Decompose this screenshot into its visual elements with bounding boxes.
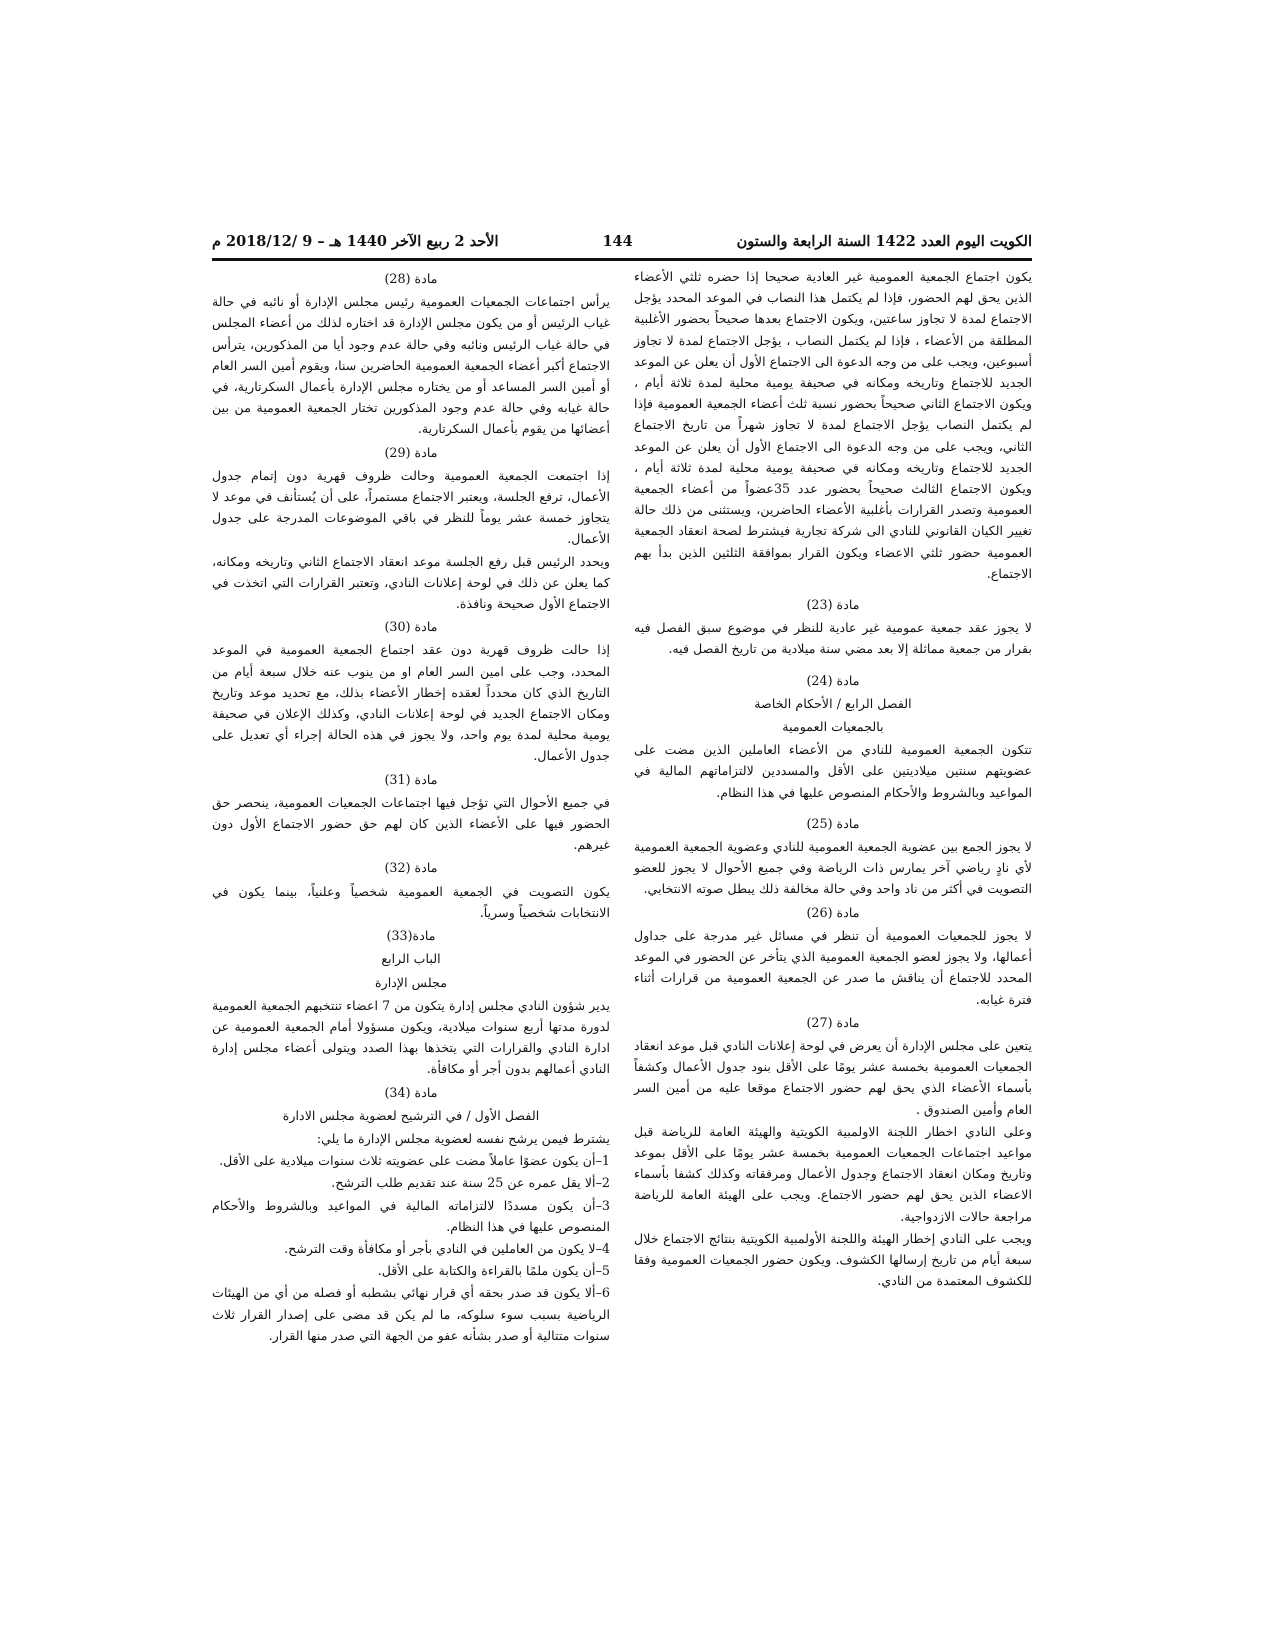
article-30-text: إذا حالت ظروف قهرية دون عقد اجتماع الجمعية العمومية في الموعد المحدد، وجب على امين السر العام او من ينوب عنه خلال سبعة أيام من التاريخ الذي كان محدداً لعقده إخطار الأعضاء بذلك، مع تحديد موعد وتاريخ ومكان الاجتماع الجديد في لوحة إعلانات النادي، وكذلك الإعلان في صحيفة يومية محلية لمدة يوم واحد، ولا يجوز في هذه الحالة إجراء أي تعديل على جدول الأعمال. <box>212 642 610 764</box>
part-4-title: الباب الرابع <box>381 951 441 967</box>
chapter-4-subtitle: بالجمعيات العمومية <box>782 719 884 735</box>
article-30-heading: مادة (30) <box>384 619 438 635</box>
article-33-heading: مادة(33) <box>386 928 436 944</box>
article-34-intro: يشترط فيمن يرشح نفسه لعضوية مجلس الإدارة ما يلي: <box>316 1130 610 1146</box>
article-31-heading: مادة (31) <box>384 771 438 787</box>
article-26-text: لا يجوز للجمعيات العمومية أن تنظر في مسائل غير مدرجة على جداول أعمالها، ولا يجوز لعضو الجمعية العمومية الذي يتأخر عن الحضور في الموعد المحدد للاجتماع أن يناقش ما صدر عن الجمعية العمومية من قرارات أثناء فترة غيابه. <box>634 927 1032 1007</box>
chapter-4-title: الفصل الرابع / الأحكام الخاصة <box>754 695 912 711</box>
condition-item: 6–ألا يكون قد صدر بحقه أي قرار نهائي بشطبه أو فصله من أي من الهيئات الرياضية بسبب سوء سلوكه، ما لم يكن قد مضى على إصدار القرار ثلاث سنوات متتالية أو صدر بشأنه عفو من الجهة التي صدر منها القرار. <box>212 1285 610 1343</box>
gazette-issue-info: الكويت اليوم العدد 1422 السنة الرابعة والستون <box>736 232 1032 250</box>
article-28-text: يرأس اجتماعات الجمعيات العمومية رئيس مجلس الإدارة أو نائبه في حالة غياب الرئيس أو من يكون مجلس الإدارة قد اختاره لذلك من أعضاء المجلس في حالة غياب الرئيس ونائبه وفي حالة عدم وجود أيا من المذكورين، يترأس الاجتماع أكبر أعضاء الجمعية العمومية الحاضرين سنا، ويقوم أمين السر العام أو أمين السر المساعد أو من يختاره مجلس الإدارة بأعمال السكرتارية، في حالة غيابه وفي حالة عدم وجود المذكورين تختار الجمعية العمومية من بين أعضائها من يقوم بأعمال السكرتارية. <box>212 294 610 437</box>
chapter-1-title: الفصل الأول / في الترشيح لعضوية مجلس الادارة <box>282 1107 540 1123</box>
article-27-text-3: ويجب على النادي إخطار الهيئة واللجنة الأولمبية الكويتية بنتائج الاجتماع خلال سبعة أيام من تاريخ إرسالها الكشوف. ويكون حضور الجمعيات العمومية وفقا للكشوف المعتمدة من النادي. <box>634 1230 1032 1289</box>
condition-item: 5–أن يكون ملمًا بالقراءة والكتابة على الأقل. <box>377 1263 610 1279</box>
article-32-heading: مادة (32) <box>384 860 438 876</box>
condition-item: 4–لا يكون من العاملين في النادي بأجر أو مكافأة وقت الترشح. <box>284 1240 610 1256</box>
condition-item: 2–ألا يقل عمره عن 25 سنة عند تقديم طلب الترشح. <box>331 1175 610 1191</box>
page-number: 144 <box>602 232 633 250</box>
article-23-heading: مادة (23) <box>806 597 860 613</box>
article-24-text: تتكون الجمعية العمومية للنادي من الأعضاء العاملين الذين مضت على عضويتهم سنتين ميلاديتين على الأقل والمسددين لالتزاماتهم المالية في المواعيد وبالشروط والأحكام المنصوص عليها في هذا النظام. <box>634 742 1032 800</box>
issue-date: الأحد 2 ربيع الآخر 1440 هـ – 9 /2018/12 م <box>212 232 499 250</box>
article-31-text: في جميع الأحوال التي تؤجل فيها اجتماعات الجمعيات العمومية، ينحصر حق الحضور فيها على الأعضاء الذين كان لهم حق حضور الاجتماع الأول دون غيرهم. <box>212 794 610 853</box>
condition-item: 1–أن يكون عضوًا عاملاً مضت على عضويته ثلاث سنوات ميلادية على الأقل. <box>219 1153 610 1169</box>
header-rule <box>212 258 1032 261</box>
article-23-text: لا يجوز عقد جمعية عمومية غير عادية للنظر في موضوع سبق الفصل فيه بقرار من جمعية مماثلة إلا بعد مضي سنة ميلادية من تاريخ الفصل فيه. <box>634 620 1032 657</box>
article-22-continued: يكون اجتماع الجمعية العمومية غير العادية صحيحا إذا حضره ثلثي الأعضاء الذين يحق لهم الحضور، فإذا لم يكتمل هذا النصاب في الموعد المحدد يؤجل الاجتماع لمدة لا تجاوز ساعتين، ويكون الاجتماع بعدها صحيحاً بحضور الأغلبية المطلقة من الأعضاء ، فإذا لم يكتمل النصاب ، يؤجل الاجتماع لمدة لا تجاوز أسبوعين، ويجب على من وجه الدعوة الى الاجتماع الأول أن يعلن عن الموعد الجديد للاجتماع وتاريخه ومكانه في صحيفة يومية محلية لمدة ثلاثة أيام ، ويكون الاجتماع الثاني صحيحاً بحضور نسبة ثلث أعضاء الجمعية العمومية فإذا لم يكتمل النصاب يؤجل الاجتماع لمدة لا تجاوز شهراً من تاريخ الاجتماع الثاني، ويجب على من وجه الدعوة الى الاجتماع الأول أن يعلن عن الموعد الجديد للاجتماع وتاريخه ومكانه في صحيفة يومية محلية لمدة ثلاثة أيام ، ويكون الاجتماع الثالث صحيحاً بحضور عدد 35عضواً من أعضاء الجمعية العمومية وتصدر القرارات بأغلبية الأعضاء الحاضرين، ويستثنى من ذلك حالة تغيير الكيان القانوني للنادي الى شركة تجارية فيشترط لصحة انعقاد الجمعية العمومية حضور ثلثي الاعضاء ويكون القرار بموافقة الثلثين الذين بدأ بهم الاجتماع. <box>634 269 1032 581</box>
article-27-heading: مادة (27) <box>806 1014 860 1030</box>
left-column <box>212 266 610 1347</box>
article-29-heading: مادة (29) <box>384 444 438 460</box>
article-33-text: يدير شؤون النادي مجلس إدارة يتكون من 7 اعضاء تنتخبهم الجمعية العمومية لدورة مدتها أربع سنوات ميلادية، ويكون مسؤولا أمام الجمعية العمومية عن ادارة النادي والقرارات التي يتخذها بهذا الصدد ويتولى أعضاء مجلس إدارة النادي أعمالهم بدون أجر أو مكافأة. <box>212 997 610 1077</box>
article-25-text: لا يجوز الجمع بين عضوية الجمعية العمومية للنادي وعضوية الجمعية العمومية لأي نادٍ رياضي آخر يمارس ذات الرياضة وفي جميع الأحوال لا يجوز للعضو التصويت في أكثر من ناد واحد وفي حالة مخالفة ذلك يبطل صوته الانتخابي. <box>634 839 1032 897</box>
article-27-text-2: وعلى النادي اخطار اللجنة الاولمبية الكويتية والهيئة العامة للرياضة قبل مواعيد اجتماعات الجمعيات العمومية بخمسة عشر يومًا على الأقل بموعد وتاريخ ومكان انعقاد الاجتماع وجدول الأعمال ومرفقاته وكذلك كشفا بأسماء الاعضاء الذين يحق لهم حضور الاجتماع. ويجب على الهيئة العامة للرياضة مراجعة حالات الازدواجية. <box>634 1123 1032 1224</box>
article-29-text-2: ويحدد الرئيس قبل رفع الجلسة موعد انعقاد الاجتماع الثاني وتاريخه ومكانه، كما يعلن عن ذلك في لوحة إعلانات النادي، وتعتبر القرارات التي اتخذت في الاجتماع الأول صحيحة ونافذة. <box>212 553 610 612</box>
article-34-heading: مادة (34) <box>384 1084 438 1100</box>
page-header <box>212 226 1032 256</box>
article-28-heading: مادة (28) <box>384 271 438 286</box>
board-title: مجلس الإدارة <box>374 974 448 990</box>
article-24-heading: مادة (24) <box>806 672 860 688</box>
article-32-text: يكون التصويت في الجمعية العمومية شخصياً وعلنياً، بينما يكون في الانتخابات شخصياً وسرياً. <box>212 883 610 920</box>
article-26-heading: مادة (26) <box>806 904 860 920</box>
article-29-text-1: إذا اجتمعت الجمعية العمومية وحالت ظروف قهرية دون إتمام جدول الأعمال، ترفع الجلسة، ويعتبر الاجتماع مستمراً، على أن يُستأنف في موعد لا يتجاوز خمسة عشر يوماً للنظر في باقي الموضوعات المدرجة على جدول الأعمال. <box>212 467 610 547</box>
condition-item: 3–أن يكون مسددًا لالتزاماته المالية في المواعيد وبالشروط والأحكام المنصوص عليها في هذا النظام. <box>212 1197 610 1234</box>
right-column <box>634 266 1032 1292</box>
article-25-heading: مادة (25) <box>806 815 860 831</box>
article-27-text-1: يتعين على مجلس الإدارة أن يعرض في لوحة إعلانات النادي قبل موعد انعقاد الجمعيات العمومية بخمسة عشر يومًا على الأقل بنود جدول الأعمال وكشفاً بأسماء الأعضاء الذي يحق لهم حضور الاجتماع موقعا عليه من أمين السر العام وأمين الصندوق . <box>634 1037 1032 1117</box>
